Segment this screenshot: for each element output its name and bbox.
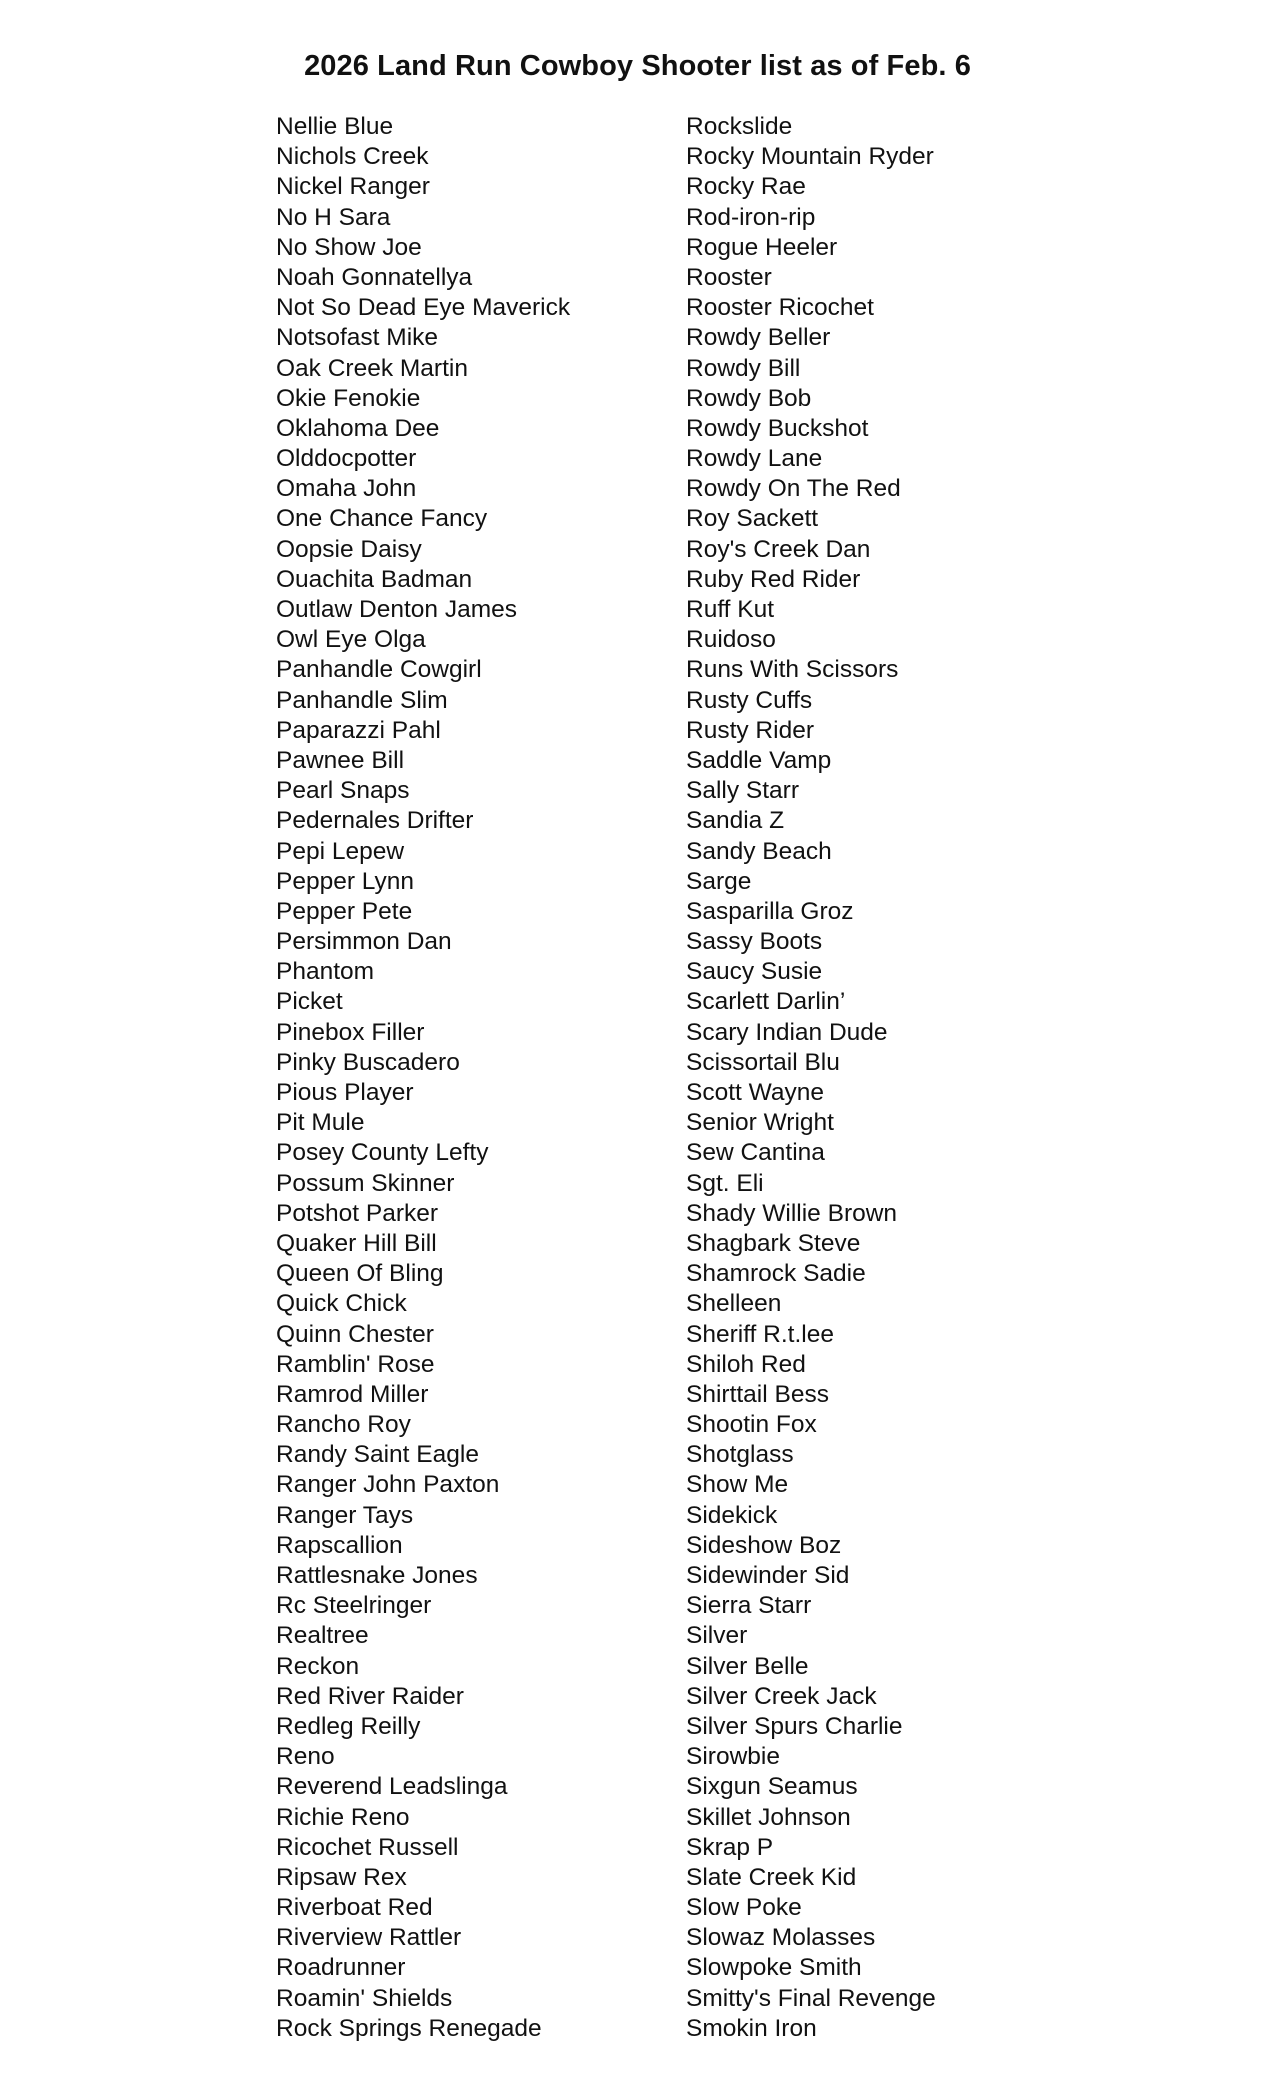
shooter-name: Panhandle Slim [276, 686, 448, 714]
shooter-name: Rusty Cuffs [686, 686, 813, 714]
shooter-name: Ripsaw Rex [276, 1863, 407, 1891]
shooter-name: Rowdy Buckshot [686, 414, 869, 442]
shooter-name: Shootin Fox [686, 1411, 817, 1439]
shooter-name: Sheriff R.t.lee [686, 1320, 834, 1348]
shooter-name: Okie Fenokie [276, 384, 421, 412]
shooter-name: Reno [276, 1743, 335, 1771]
shooter-name: Notsofast Mike [276, 324, 439, 352]
shooter-name: Queen Of Bling [276, 1260, 444, 1288]
shooter-name: Nichols Creek [276, 143, 429, 171]
shooter-name: Rooster Ricochet [686, 294, 874, 322]
shooter-name: Rocky Mountain Ryder [686, 143, 934, 171]
shooter-name: Owl Eye Olga [276, 626, 426, 654]
shooter-name: Slowaz Molasses [686, 1924, 876, 1952]
shooter-name: Shotglass [686, 1441, 794, 1469]
shooter-name: Sandy Beach [686, 837, 832, 865]
shooter-name: Not So Dead Eye Maverick [276, 294, 571, 322]
shooter-name: Phantom [276, 958, 375, 986]
shooter-name: Ramblin' Rose [276, 1350, 435, 1378]
shooter-name: Roamin' Shields [276, 1984, 453, 2012]
shooter-name: Pepi Lepew [276, 837, 405, 865]
shooter-name: No H Sara [276, 203, 391, 231]
shooter-name: Reckon [276, 1652, 360, 1680]
shooter-name: Shelleen [686, 1290, 782, 1318]
shooter-name: Pious Player [276, 1079, 414, 1106]
shooter-name: Silver Spurs Charlie [686, 1712, 903, 1740]
shooter-name: Rapscallion [276, 1531, 403, 1559]
shooter-name: Quinn Chester [276, 1320, 434, 1348]
shooter-name: Panhandle Cowgirl [276, 656, 482, 684]
shooter-name: Shagbark Steve [686, 1229, 861, 1257]
shooter-name: Silver [686, 1622, 748, 1650]
shooter-name: Oak Creek Martin [276, 354, 468, 382]
shooter-name: Rowdy Bob [686, 384, 812, 412]
shooter-name: Saucy Susie [686, 958, 823, 986]
shooter-name: Riverview Rattler [276, 1924, 462, 1952]
shooter-name: Ranger Tays [276, 1501, 414, 1529]
shooter-name: Skillet Johnson [686, 1803, 851, 1831]
shooter-name: Runs With Scissors [686, 656, 899, 684]
shooter-list-left-column [276, 112, 570, 2044]
shooter-name: Rogue Heeler [686, 233, 838, 261]
shooter-name: No Show Joe [276, 233, 422, 261]
shooter-name: Pinky Buscadero [276, 1048, 460, 1076]
shooter-name: Rockslide [686, 113, 793, 140]
shooter-name: Sgt. Eli [686, 1169, 764, 1197]
shooter-name: Sassy Boots [686, 928, 823, 956]
shooter-name: Rod-iron-rip [686, 203, 816, 231]
shooter-name: Silver Creek Jack [686, 1682, 877, 1710]
shooter-name: Persimmon Dan [276, 928, 452, 956]
shooter-name: Ranger John Paxton [276, 1471, 500, 1499]
shooter-name: Rusty Rider [686, 716, 814, 744]
shooter-name: Sarge [686, 867, 752, 895]
shooter-name: Rc Steelringer [276, 1592, 432, 1620]
shooter-name: Sew Cantina [686, 1139, 825, 1167]
shooter-name: Saddle Vamp [686, 746, 832, 774]
shooter-name: Sasparilla Groz [686, 897, 854, 925]
shooter-name: Scary Indian Dude [686, 1018, 888, 1046]
shooter-name: Rocky Rae [686, 173, 806, 201]
shooter-name: Quaker Hill Bill [276, 1229, 437, 1257]
shooter-name: Ricochet Russell [276, 1833, 459, 1861]
shooter-name: Potshot Parker [276, 1199, 439, 1227]
shooter-name: Riverboat Red [276, 1894, 433, 1922]
shooter-name: Possum Skinner [276, 1169, 455, 1197]
shooter-name: One Chance Fancy [276, 505, 488, 533]
shooter-name: Ouachita Badman [276, 565, 473, 593]
shooter-name: Pepper Lynn [276, 867, 415, 895]
shooter-name: Senior Wright [686, 1109, 834, 1137]
shooter-name: Realtree [276, 1622, 369, 1650]
shooter-name: Roadrunner [276, 1954, 406, 1982]
shooter-name: Redleg Reilly [276, 1712, 421, 1740]
shooter-name: Pedernales Drifter [276, 807, 474, 835]
shooter-name: Sidewinder Sid [686, 1562, 850, 1589]
shooter-name: Rancho Roy [276, 1411, 411, 1439]
shooter-name: Rooster [686, 263, 772, 291]
shooter-name: Sierra Starr [686, 1592, 812, 1620]
shooter-name: Richie Reno [276, 1803, 410, 1831]
shooter-name: Slate Creek Kid [686, 1863, 857, 1891]
shooter-name: Oopsie Daisy [276, 535, 422, 563]
shooter-name: Skrap P [686, 1833, 774, 1861]
shooter-name: Pearl Snaps [276, 777, 410, 805]
page-title: 2026 Land Run Cowboy Shooter list as of Feb. 6 [304, 50, 971, 82]
shooter-name: Reverend Leadslinga [276, 1773, 508, 1801]
shooter-name: Smokin Iron [686, 2014, 817, 2042]
shooter-name: Rowdy Beller [686, 324, 831, 352]
shooter-name: Slowpoke Smith [686, 1954, 862, 1982]
shooter-name: Nellie Blue [276, 113, 394, 140]
shooter-name: Shiloh Red [686, 1350, 806, 1378]
shooter-name: Sandia Z [686, 807, 785, 835]
shooter-name: Picket [276, 988, 343, 1016]
shooter-name: Outlaw Denton James [276, 596, 518, 623]
shooter-name: Pit Mule [276, 1109, 365, 1137]
shooter-name: Rowdy Bill [686, 354, 801, 382]
shooter-name: Pawnee Bill [276, 746, 405, 774]
shooter-name: Nickel Ranger [276, 173, 430, 201]
shooter-name: Noah Gonnatellya [276, 263, 473, 291]
shooter-name: Shirttail Bess [686, 1380, 829, 1408]
shooter-name: Rowdy On The Red [686, 475, 901, 503]
shooter-name: Shady Willie Brown [686, 1199, 898, 1227]
shooter-name: Ramrod Miller [276, 1380, 429, 1408]
shooter-name: Sidekick [686, 1501, 778, 1529]
shooter-name: Olddocpotter [276, 445, 417, 473]
shooter-list-right-column [686, 112, 936, 2044]
shooter-name: Silver Belle [686, 1652, 809, 1680]
shooter-name: Posey County Lefty [276, 1139, 489, 1167]
shooter-name: Sirowbie [686, 1743, 780, 1771]
shooter-name: Show Me [686, 1471, 789, 1499]
shooter-name: Rock Springs Renegade [276, 2014, 542, 2042]
shooter-name: Red River Raider [276, 1682, 464, 1710]
shooter-name: Ruff Kut [686, 596, 775, 623]
shooter-name: Quick Chick [276, 1290, 407, 1318]
shooter-name: Shamrock Sadie [686, 1260, 866, 1288]
shooter-name: Rowdy Lane [686, 445, 823, 473]
shooter-name: Omaha John [276, 475, 417, 503]
shooter-name: Ruidoso [686, 626, 776, 654]
shooter-name: Roy's Creek Dan [686, 535, 871, 563]
shooter-name: Sideshow Boz [686, 1531, 842, 1559]
shooter-name: Oklahoma Dee [276, 414, 440, 442]
shooter-name: Slow Poke [686, 1894, 802, 1922]
shooter-name: Sixgun Seamus [686, 1773, 858, 1801]
shooter-name: Roy Sackett [686, 505, 819, 533]
shooter-name: Rattlesnake Jones [276, 1562, 478, 1589]
shooter-name: Ruby Red Rider [686, 565, 861, 593]
shooter-name: Pinebox Filler [276, 1018, 425, 1046]
shooter-name: Sally Starr [686, 777, 800, 805]
shooter-name: Scott Wayne [686, 1079, 824, 1106]
shooter-name: Smitty's Final Revenge [686, 1984, 936, 2012]
shooter-name: Randy Saint Eagle [276, 1441, 479, 1469]
shooter-name: Paparazzi Pahl [276, 716, 441, 744]
shooter-name: Scissortail Blu [686, 1048, 840, 1076]
shooter-name: Scarlett Darlin’ [686, 988, 846, 1016]
shooter-name: Pepper Pete [276, 897, 413, 925]
